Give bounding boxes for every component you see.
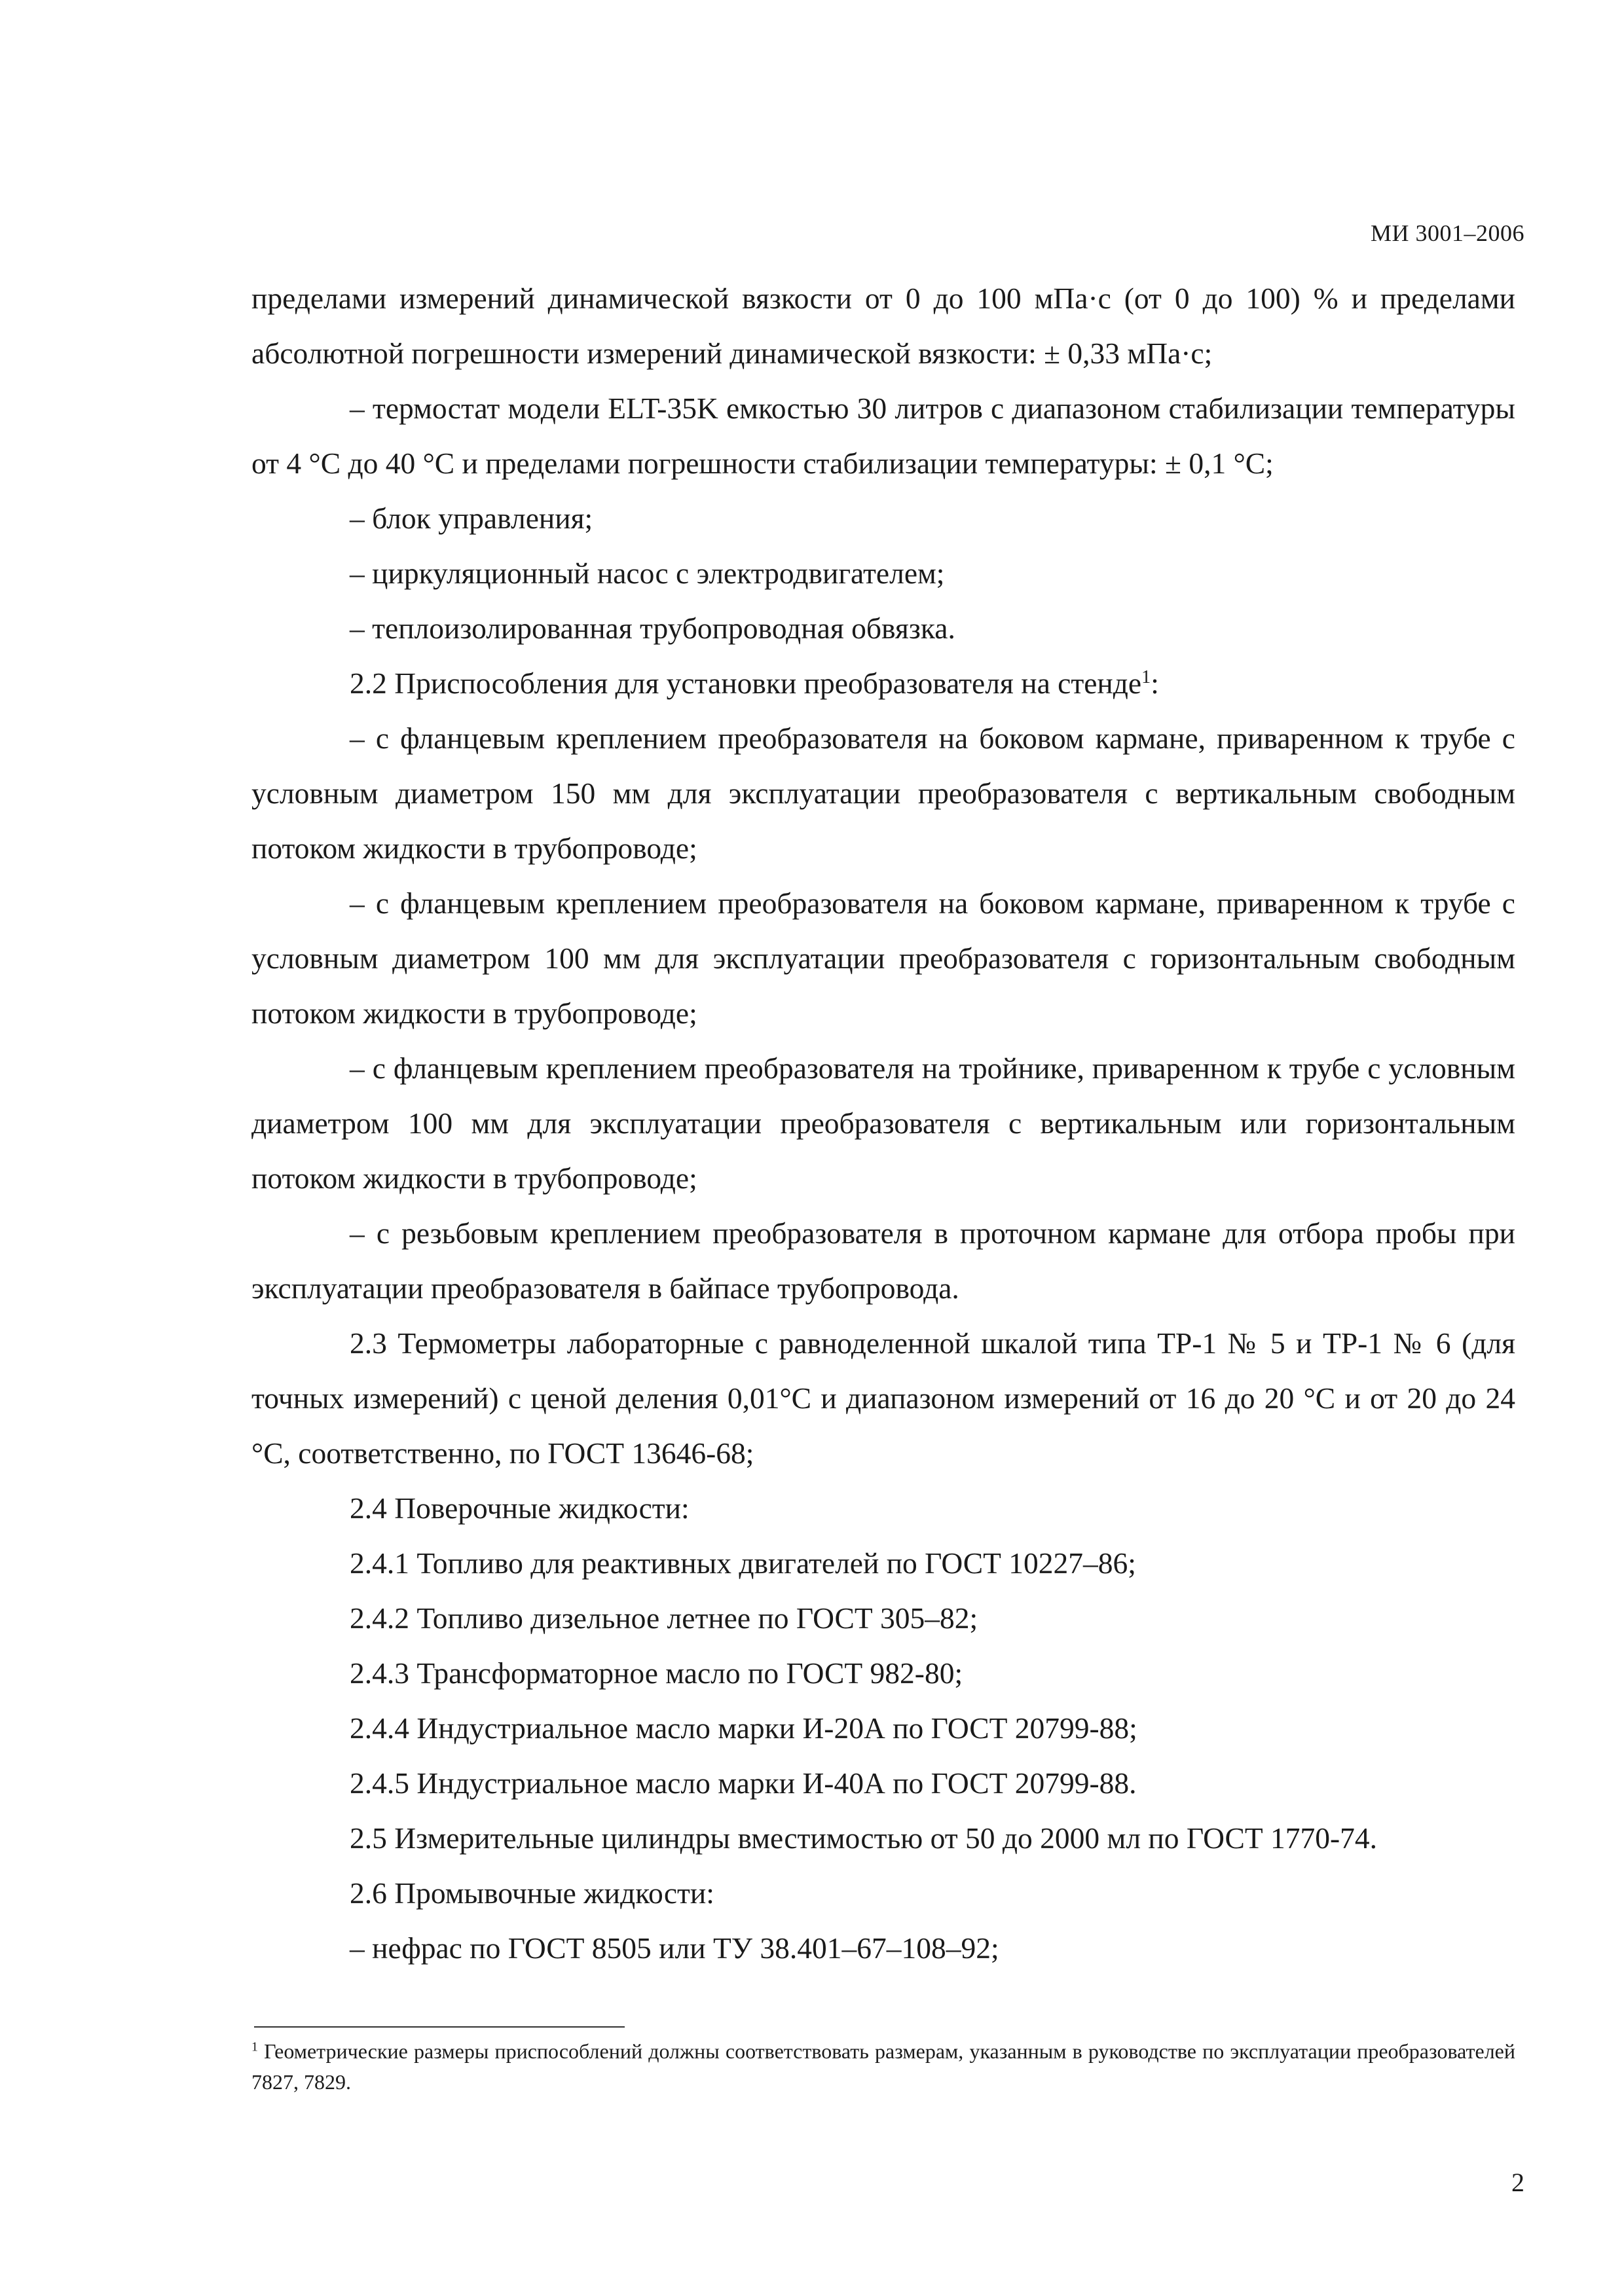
paragraph: пределами измерений динамической вязкости от 0 до 100 мПа·с (от 0 до 100) % и пределами абсолютной погрешности измерений динамической вязкости: ± 0,33 мПа·с;	[251, 282, 1515, 370]
section-paragraph-2-6: 2.6 Промывочные жидкости:	[350, 1876, 714, 1910]
list-item: – нефрас по ГОСТ 8505 или ТУ 38.401–67–108–92;	[350, 1931, 999, 1965]
list-item: – теплоизолированная трубопроводная обвязка.	[350, 611, 955, 645]
list-item: – с фланцевым креплением преобразователя на боковом кармане, приваренном к трубе с условным диаметром 150 мм для эксплуатации преобразователя с вертикальным свободным потоком жидкости в трубопроводе;	[251, 721, 1515, 865]
page-number: 2	[1511, 2168, 1524, 2197]
document-body	[251, 271, 1515, 1976]
footnote-text: Геометрические размеры приспособлений должны соответствовать размерам, указанным в руководстве по эксплуатации преобразователей 7827, 7829.	[251, 2039, 1516, 2094]
document-code-header: МИ 3001–2006	[1370, 220, 1524, 246]
list-item: – с фланцевым креплением преобразователя на тройнике, приваренном к трубе с условным диаметром 100 мм для эксплуатации преобразователя с вертикальным или горизонтальным потоком жидкости в трубопроводе;	[251, 1051, 1515, 1195]
footnote-marker: 1	[251, 2039, 258, 2054]
list-item: – циркуляционный насос с электродвигателем;	[350, 556, 945, 590]
footnote-divider	[254, 2026, 625, 2028]
list-item: 2.4.4 Индустриальное масло марки И-20А по ГОСТ 20799-88;	[350, 1711, 1137, 1745]
list-item: – термостат модели ELT-35K емкостью 30 литров с диапазоном стабилизации температуры от 4 °C до 40 °C и пределами погрешности стабилизации температуры: ± 0,1 °C;	[251, 392, 1515, 480]
section-paragraph-2-4: 2.4 Поверочные жидкости:	[350, 1491, 690, 1525]
section-paragraph-2-2	[251, 656, 1515, 711]
list-item: 2.4.2 Топливо дизельное летнее по ГОСТ 305–82;	[350, 1601, 978, 1635]
footnote	[251, 2036, 1515, 2098]
list-item: 2.4.5 Индустриальное масло марки И-40А по ГОСТ 20799-88.	[350, 1766, 1137, 1800]
list-item: – с фланцевым креплением преобразователя на боковом кармане, приваренном к трубе с условным диаметром 100 мм для эксплуатации преобразователя с горизонтальным свободным потоком жидкости в трубопроводе;	[251, 886, 1515, 1030]
footnote-reference: 1	[1141, 666, 1151, 687]
list-item: 2.4.1 Топливо для реактивных двигателей по ГОСТ 10227–86;	[350, 1546, 1136, 1580]
list-item: – с резьбовым креплением преобразователя в проточном кармане для отбора пробы при эксплуатации преобразователя в байпасе трубопровода.	[251, 1216, 1515, 1305]
list-item: – блок управления;	[350, 501, 593, 535]
list-item: 2.4.3 Трансформаторное масло по ГОСТ 982-80;	[350, 1656, 963, 1690]
paragraph-text: 2.2 Приспособления для установки преобразователя на стенде	[350, 666, 1142, 700]
section-paragraph-2-3: 2.3 Термометры лабораторные с равноделенной шкалой типа ТР-1 № 5 и ТР-1 № 6 (для точных измерений) с ценой деления 0,01°C и диапазоном измерений от 16 до 20 °C и от 20 до 24 °C, соответственно, по ГОСТ 13646-68;	[251, 1326, 1515, 1470]
section-paragraph-2-5: 2.5 Измерительные цилиндры вместимостью от 50 до 2000 мл по ГОСТ 1770-74.	[350, 1821, 1378, 1855]
paragraph-punctuation: :	[1151, 666, 1159, 700]
